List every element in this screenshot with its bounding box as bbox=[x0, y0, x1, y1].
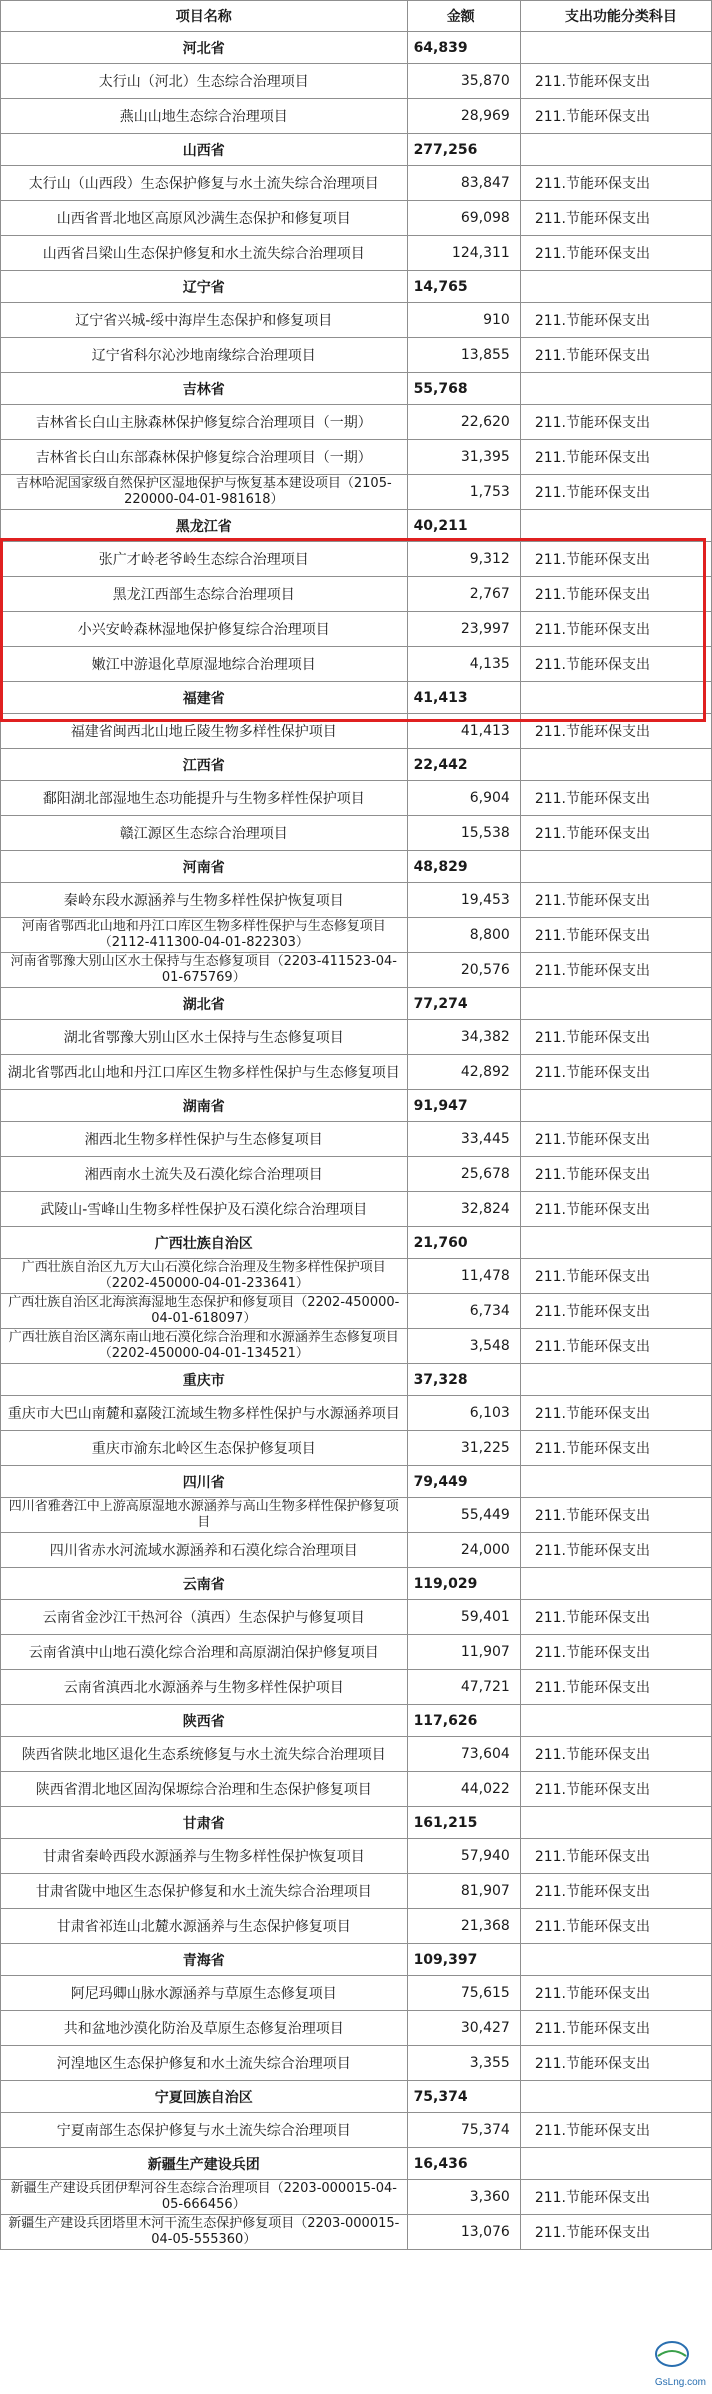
project-category: 211.节能环保支出 bbox=[520, 338, 711, 373]
province-name: 辽宁省 bbox=[1, 271, 408, 303]
table-body bbox=[1, 1, 712, 2250]
project-row bbox=[1, 1635, 712, 1670]
province-row bbox=[1, 1944, 712, 1976]
project-name: 广西壮族自治区漓东南山地石漠化综合治理和水源涵养生态修复项目（2202-450000-04-01-134521） bbox=[1, 1329, 408, 1364]
province-row bbox=[1, 2081, 712, 2113]
province-name: 甘肃省 bbox=[1, 1807, 408, 1839]
project-row bbox=[1, 1259, 712, 1294]
project-row bbox=[1, 1192, 712, 1227]
province-name: 广西壮族自治区 bbox=[1, 1227, 408, 1259]
province-total: 75,374 bbox=[407, 2081, 520, 2113]
project-row bbox=[1, 1670, 712, 1705]
project-row bbox=[1, 1498, 712, 1533]
project-category: 211.节能环保支出 bbox=[520, 475, 711, 510]
project-category: 211.节能环保支出 bbox=[520, 1874, 711, 1909]
project-row bbox=[1, 1157, 712, 1192]
province-row bbox=[1, 373, 712, 405]
project-amount: 41,413 bbox=[407, 714, 520, 749]
project-amount: 30,427 bbox=[407, 2011, 520, 2046]
project-amount: 23,997 bbox=[407, 612, 520, 647]
project-name: 燕山山地生态综合治理项目 bbox=[1, 99, 408, 134]
province-total: 91,947 bbox=[407, 1090, 520, 1122]
project-amount: 22,620 bbox=[407, 405, 520, 440]
province-row bbox=[1, 988, 712, 1020]
project-name: 吉林省长白山东部森林保护修复综合治理项目（一期） bbox=[1, 440, 408, 475]
project-name: 湖北省鄂豫大别山区水土保持与生态修复项目 bbox=[1, 1020, 408, 1055]
project-name: 吉林省长白山主脉森林保护修复综合治理项目（一期） bbox=[1, 405, 408, 440]
project-row bbox=[1, 2180, 712, 2215]
project-amount: 6,734 bbox=[407, 1294, 520, 1329]
project-row bbox=[1, 1909, 712, 1944]
project-name: 陕西省陕北地区退化生态系统修复与水土流失综合治理项目 bbox=[1, 1737, 408, 1772]
project-category: 211.节能环保支出 bbox=[520, 1055, 711, 1090]
project-row bbox=[1, 1294, 712, 1329]
project-category: 211.节能环保支出 bbox=[520, 647, 711, 682]
province-row bbox=[1, 1090, 712, 1122]
project-name: 甘肃省陇中地区生态保护修复和水土流失综合治理项目 bbox=[1, 1874, 408, 1909]
project-amount: 59,401 bbox=[407, 1600, 520, 1635]
province-name: 重庆市 bbox=[1, 1364, 408, 1396]
project-category: 211.节能环保支出 bbox=[520, 1533, 711, 1568]
province-name: 吉林省 bbox=[1, 373, 408, 405]
project-row bbox=[1, 440, 712, 475]
province-row bbox=[1, 32, 712, 64]
project-name: 新疆生产建设兵团伊犁河谷生态综合治理项目（2203-000015-04-05-666456） bbox=[1, 2180, 408, 2215]
project-amount: 42,892 bbox=[407, 1055, 520, 1090]
project-row bbox=[1, 714, 712, 749]
project-name: 湘西南水土流失及石漠化综合治理项目 bbox=[1, 1157, 408, 1192]
project-amount: 6,103 bbox=[407, 1396, 520, 1431]
project-name: 共和盆地沙漠化防治及草原生态修复治理项目 bbox=[1, 2011, 408, 2046]
project-amount: 3,360 bbox=[407, 2180, 520, 2215]
project-row bbox=[1, 816, 712, 851]
project-category: 211.节能环保支出 bbox=[520, 201, 711, 236]
project-name: 太行山（河北）生态综合治理项目 bbox=[1, 64, 408, 99]
project-row bbox=[1, 1600, 712, 1635]
project-category: 211.节能环保支出 bbox=[520, 1020, 711, 1055]
project-amount: 19,453 bbox=[407, 883, 520, 918]
province-row bbox=[1, 271, 712, 303]
project-amount: 32,824 bbox=[407, 1192, 520, 1227]
project-amount: 15,538 bbox=[407, 816, 520, 851]
province-name: 黑龙江省 bbox=[1, 510, 408, 542]
header-row bbox=[1, 1, 712, 32]
project-category: 211.节能环保支出 bbox=[520, 953, 711, 988]
project-amount: 6,904 bbox=[407, 781, 520, 816]
province-name: 江西省 bbox=[1, 749, 408, 781]
project-category: 211.节能环保支出 bbox=[520, 2011, 711, 2046]
project-amount: 34,382 bbox=[407, 1020, 520, 1055]
project-category: 211.节能环保支出 bbox=[520, 1294, 711, 1329]
province-category bbox=[520, 271, 711, 303]
project-category: 211.节能环保支出 bbox=[520, 1157, 711, 1192]
province-row bbox=[1, 1364, 712, 1396]
project-category: 211.节能环保支出 bbox=[520, 1635, 711, 1670]
province-row bbox=[1, 682, 712, 714]
project-amount: 75,374 bbox=[407, 2113, 520, 2148]
province-category bbox=[520, 373, 711, 405]
project-category: 211.节能环保支出 bbox=[520, 236, 711, 271]
project-name: 辽宁省兴城-绥中海岸生态保护和修复项目 bbox=[1, 303, 408, 338]
project-row bbox=[1, 64, 712, 99]
project-name: 湖北省鄂西北山地和丹江口库区生物多样性保护与生态修复项目 bbox=[1, 1055, 408, 1090]
project-name: 重庆市渝东北岭区生态保护修复项目 bbox=[1, 1431, 408, 1466]
project-name: 云南省滇西北水源涵养与生物多样性保护项目 bbox=[1, 1670, 408, 1705]
project-amount: 9,312 bbox=[407, 542, 520, 577]
project-name: 陕西省渭北地区固沟保塬综合治理和生态保护修复项目 bbox=[1, 1772, 408, 1807]
project-name: 太行山（山西段）生态保护修复与水土流失综合治理项目 bbox=[1, 166, 408, 201]
project-amount: 11,478 bbox=[407, 1259, 520, 1294]
project-name: 辽宁省科尔沁沙地南缘综合治理项目 bbox=[1, 338, 408, 373]
project-row bbox=[1, 1396, 712, 1431]
project-category: 211.节能环保支出 bbox=[520, 405, 711, 440]
watermark-text: GsLng.com bbox=[654, 2377, 706, 2388]
project-category: 211.节能环保支出 bbox=[520, 1396, 711, 1431]
project-category: 211.节能环保支出 bbox=[520, 1122, 711, 1157]
province-total: 161,215 bbox=[407, 1807, 520, 1839]
province-total: 16,436 bbox=[407, 2148, 520, 2180]
province-name: 青海省 bbox=[1, 1944, 408, 1976]
project-name: 湘西北生物多样性保护与生态修复项目 bbox=[1, 1122, 408, 1157]
project-amount: 44,022 bbox=[407, 1772, 520, 1807]
province-total: 41,413 bbox=[407, 682, 520, 714]
province-name: 四川省 bbox=[1, 1466, 408, 1498]
project-amount: 28,969 bbox=[407, 99, 520, 134]
project-name: 河南省鄂豫大别山区水土保持与生态修复项目（2203-411523-04-01-675769） bbox=[1, 953, 408, 988]
project-amount: 11,907 bbox=[407, 1635, 520, 1670]
project-name: 宁夏南部生态保护修复与水土流失综合治理项目 bbox=[1, 2113, 408, 2148]
project-amount: 83,847 bbox=[407, 166, 520, 201]
project-amount: 3,548 bbox=[407, 1329, 520, 1364]
project-row bbox=[1, 647, 712, 682]
province-category bbox=[520, 988, 711, 1020]
project-category: 211.节能环保支出 bbox=[520, 1909, 711, 1944]
project-row bbox=[1, 2011, 712, 2046]
project-name: 张广才岭老爷岭生态综合治理项目 bbox=[1, 542, 408, 577]
province-total: 277,256 bbox=[407, 134, 520, 166]
project-category: 211.节能环保支出 bbox=[520, 303, 711, 338]
project-row bbox=[1, 781, 712, 816]
province-row bbox=[1, 510, 712, 542]
project-name: 河湟地区生态保护修复和水土流失综合治理项目 bbox=[1, 2046, 408, 2081]
project-amount: 8,800 bbox=[407, 918, 520, 953]
watermark-globe-icon bbox=[652, 2338, 692, 2368]
project-category: 211.节能环保支出 bbox=[520, 64, 711, 99]
project-category: 211.节能环保支出 bbox=[520, 1498, 711, 1533]
project-row bbox=[1, 236, 712, 271]
project-row bbox=[1, 1533, 712, 1568]
header-amount: 金额 bbox=[407, 1, 520, 32]
project-row bbox=[1, 577, 712, 612]
project-row bbox=[1, 2046, 712, 2081]
province-category bbox=[520, 1807, 711, 1839]
project-row bbox=[1, 1055, 712, 1090]
province-name: 山西省 bbox=[1, 134, 408, 166]
project-row bbox=[1, 2215, 712, 2250]
project-name: 云南省滇中山地石漠化综合治理和高原湖泊保护修复项目 bbox=[1, 1635, 408, 1670]
project-amount: 13,855 bbox=[407, 338, 520, 373]
province-row bbox=[1, 2148, 712, 2180]
province-category bbox=[520, 749, 711, 781]
project-name: 黑龙江西部生态综合治理项目 bbox=[1, 577, 408, 612]
province-name: 陕西省 bbox=[1, 1705, 408, 1737]
project-row bbox=[1, 953, 712, 988]
province-total: 48,829 bbox=[407, 851, 520, 883]
project-name: 山西省晋北地区高原风沙满生态保护和修复项目 bbox=[1, 201, 408, 236]
project-category: 211.节能环保支出 bbox=[520, 816, 711, 851]
project-amount: 81,907 bbox=[407, 1874, 520, 1909]
province-row bbox=[1, 1568, 712, 1600]
project-amount: 124,311 bbox=[407, 236, 520, 271]
project-name: 武陵山-雪峰山生物多样性保护及石漠化综合治理项目 bbox=[1, 1192, 408, 1227]
province-category bbox=[520, 1705, 711, 1737]
province-total: 79,449 bbox=[407, 1466, 520, 1498]
project-category: 211.节能环保支出 bbox=[520, 440, 711, 475]
project-amount: 69,098 bbox=[407, 201, 520, 236]
project-row bbox=[1, 1976, 712, 2011]
project-category: 211.节能环保支出 bbox=[520, 1976, 711, 2011]
project-category: 211.节能环保支出 bbox=[520, 1839, 711, 1874]
project-name: 山西省吕梁山生态保护修复和水土流失综合治理项目 bbox=[1, 236, 408, 271]
province-category bbox=[520, 510, 711, 542]
project-name: 赣江源区生态综合治理项目 bbox=[1, 816, 408, 851]
project-name: 鄱阳湖北部湿地生态功能提升与生物多样性保护项目 bbox=[1, 781, 408, 816]
project-row bbox=[1, 1329, 712, 1364]
project-name: 新疆生产建设兵团塔里木河干流生态保护修复项目（2203-000015-04-05-555360） bbox=[1, 2215, 408, 2250]
province-row bbox=[1, 134, 712, 166]
project-amount: 910 bbox=[407, 303, 520, 338]
project-name: 河南省鄂西北山地和丹江口库区生物多样性保护与生态修复项目（2112-411300-04-01-822303） bbox=[1, 918, 408, 953]
project-name: 重庆市大巴山南麓和嘉陵江流域生物多样性保护与水源涵养项目 bbox=[1, 1396, 408, 1431]
project-row bbox=[1, 542, 712, 577]
project-row bbox=[1, 99, 712, 134]
project-category: 211.节能环保支出 bbox=[520, 577, 711, 612]
province-row bbox=[1, 851, 712, 883]
province-total: 22,442 bbox=[407, 749, 520, 781]
project-name: 广西壮族自治区九万大山石漠化综合治理及生物多样性保护项目（2202-450000-04-01-233641） bbox=[1, 1259, 408, 1294]
province-name: 新疆生产建设兵团 bbox=[1, 2148, 408, 2180]
project-row bbox=[1, 405, 712, 440]
project-category: 211.节能环保支出 bbox=[520, 1329, 711, 1364]
province-name: 湖北省 bbox=[1, 988, 408, 1020]
project-amount: 3,355 bbox=[407, 2046, 520, 2081]
project-amount: 13,076 bbox=[407, 2215, 520, 2250]
province-total: 14,765 bbox=[407, 271, 520, 303]
province-total: 40,211 bbox=[407, 510, 520, 542]
project-row bbox=[1, 1737, 712, 1772]
project-name: 云南省金沙江干热河谷（滇西）生态保护与修复项目 bbox=[1, 1600, 408, 1635]
province-name: 河南省 bbox=[1, 851, 408, 883]
project-category: 211.节能环保支出 bbox=[520, 1431, 711, 1466]
project-amount: 73,604 bbox=[407, 1737, 520, 1772]
project-row bbox=[1, 2113, 712, 2148]
project-category: 211.节能环保支出 bbox=[520, 2215, 711, 2250]
project-row bbox=[1, 166, 712, 201]
project-row bbox=[1, 612, 712, 647]
header-project-name: 项目名称 bbox=[1, 1, 408, 32]
project-amount: 35,870 bbox=[407, 64, 520, 99]
province-total: 55,768 bbox=[407, 373, 520, 405]
project-amount: 24,000 bbox=[407, 1533, 520, 1568]
project-name: 小兴安岭森林湿地保护修复综合治理项目 bbox=[1, 612, 408, 647]
province-total: 117,626 bbox=[407, 1705, 520, 1737]
project-amount: 1,753 bbox=[407, 475, 520, 510]
project-amount: 75,615 bbox=[407, 1976, 520, 2011]
province-category bbox=[520, 1944, 711, 1976]
province-total: 119,029 bbox=[407, 1568, 520, 1600]
project-amount: 47,721 bbox=[407, 1670, 520, 1705]
project-amount: 4,135 bbox=[407, 647, 520, 682]
project-category: 211.节能环保支出 bbox=[520, 2180, 711, 2215]
project-amount: 21,368 bbox=[407, 1909, 520, 1944]
province-total: 77,274 bbox=[407, 988, 520, 1020]
province-category bbox=[520, 1364, 711, 1396]
province-category bbox=[520, 134, 711, 166]
province-category bbox=[520, 851, 711, 883]
project-category: 211.节能环保支出 bbox=[520, 1737, 711, 1772]
project-name: 福建省闽西北山地丘陵生物多样性保护项目 bbox=[1, 714, 408, 749]
project-row bbox=[1, 883, 712, 918]
project-amount: 55,449 bbox=[407, 1498, 520, 1533]
project-row bbox=[1, 201, 712, 236]
province-row bbox=[1, 749, 712, 781]
project-row bbox=[1, 475, 712, 510]
province-row bbox=[1, 1807, 712, 1839]
project-amount: 33,445 bbox=[407, 1122, 520, 1157]
project-name: 阿尼玛卿山脉水源涵养与草原生态修复项目 bbox=[1, 1976, 408, 2011]
province-total: 37,328 bbox=[407, 1364, 520, 1396]
project-amount: 20,576 bbox=[407, 953, 520, 988]
project-row bbox=[1, 1772, 712, 1807]
project-row bbox=[1, 338, 712, 373]
project-name: 吉林哈泥国家级自然保护区湿地保护与恢复基本建设项目（2105-220000-04-01-981618） bbox=[1, 475, 408, 510]
project-row bbox=[1, 918, 712, 953]
province-row bbox=[1, 1466, 712, 1498]
project-amount: 25,678 bbox=[407, 1157, 520, 1192]
project-category: 211.节能环保支出 bbox=[520, 918, 711, 953]
project-name: 甘肃省秦岭西段水源涵养与生物多样性保护恢复项目 bbox=[1, 1839, 408, 1874]
project-row bbox=[1, 1020, 712, 1055]
province-category bbox=[520, 682, 711, 714]
project-category: 211.节能环保支出 bbox=[520, 1670, 711, 1705]
province-total: 21,760 bbox=[407, 1227, 520, 1259]
province-category bbox=[520, 2081, 711, 2113]
project-category: 211.节能环保支出 bbox=[520, 781, 711, 816]
project-name: 四川省赤水河流域水源涵养和石漠化综合治理项目 bbox=[1, 1533, 408, 1568]
project-category: 211.节能环保支出 bbox=[520, 166, 711, 201]
province-category bbox=[520, 32, 711, 64]
province-category bbox=[520, 1227, 711, 1259]
province-name: 宁夏回族自治区 bbox=[1, 2081, 408, 2113]
project-amount: 31,395 bbox=[407, 440, 520, 475]
project-category: 211.节能环保支出 bbox=[520, 2046, 711, 2081]
province-name: 福建省 bbox=[1, 682, 408, 714]
province-total: 109,397 bbox=[407, 1944, 520, 1976]
project-amount: 57,940 bbox=[407, 1839, 520, 1874]
project-category: 211.节能环保支出 bbox=[520, 1259, 711, 1294]
project-row bbox=[1, 1431, 712, 1466]
province-category bbox=[520, 1090, 711, 1122]
project-name: 甘肃省祁连山北麓水源涵养与生态保护修复项目 bbox=[1, 1909, 408, 1944]
project-category: 211.节能环保支出 bbox=[520, 542, 711, 577]
project-name: 四川省雅砻江中上游高原湿地水源涵养与高山生物多样性保护修复项目 bbox=[1, 1498, 408, 1533]
province-name: 云南省 bbox=[1, 1568, 408, 1600]
project-row bbox=[1, 1122, 712, 1157]
project-category: 211.节能环保支出 bbox=[520, 612, 711, 647]
project-category: 211.节能环保支出 bbox=[520, 2113, 711, 2148]
project-amount: 2,767 bbox=[407, 577, 520, 612]
project-category: 211.节能环保支出 bbox=[520, 99, 711, 134]
province-row bbox=[1, 1705, 712, 1737]
project-name: 嫩江中游退化草原湿地综合治理项目 bbox=[1, 647, 408, 682]
province-row bbox=[1, 1227, 712, 1259]
project-category: 211.节能环保支出 bbox=[520, 714, 711, 749]
project-amount: 31,225 bbox=[407, 1431, 520, 1466]
province-category bbox=[520, 2148, 711, 2180]
project-row bbox=[1, 303, 712, 338]
project-category: 211.节能环保支出 bbox=[520, 1600, 711, 1635]
project-category: 211.节能环保支出 bbox=[520, 883, 711, 918]
province-category bbox=[520, 1466, 711, 1498]
watermark-logo bbox=[634, 2338, 706, 2388]
project-category: 211.节能环保支出 bbox=[520, 1192, 711, 1227]
project-category: 211.节能环保支出 bbox=[520, 1772, 711, 1807]
province-total: 64,839 bbox=[407, 32, 520, 64]
project-row bbox=[1, 1839, 712, 1874]
project-row bbox=[1, 1874, 712, 1909]
project-name: 秦岭东段水源涵养与生物多样性保护恢复项目 bbox=[1, 883, 408, 918]
province-name: 湖南省 bbox=[1, 1090, 408, 1122]
header-category: 支出功能分类科目 bbox=[520, 1, 711, 32]
project-name: 广西壮族自治区北海滨海湿地生态保护和修复项目（2202-450000-04-01-618097） bbox=[1, 1294, 408, 1329]
province-name: 河北省 bbox=[1, 32, 408, 64]
province-category bbox=[520, 1568, 711, 1600]
